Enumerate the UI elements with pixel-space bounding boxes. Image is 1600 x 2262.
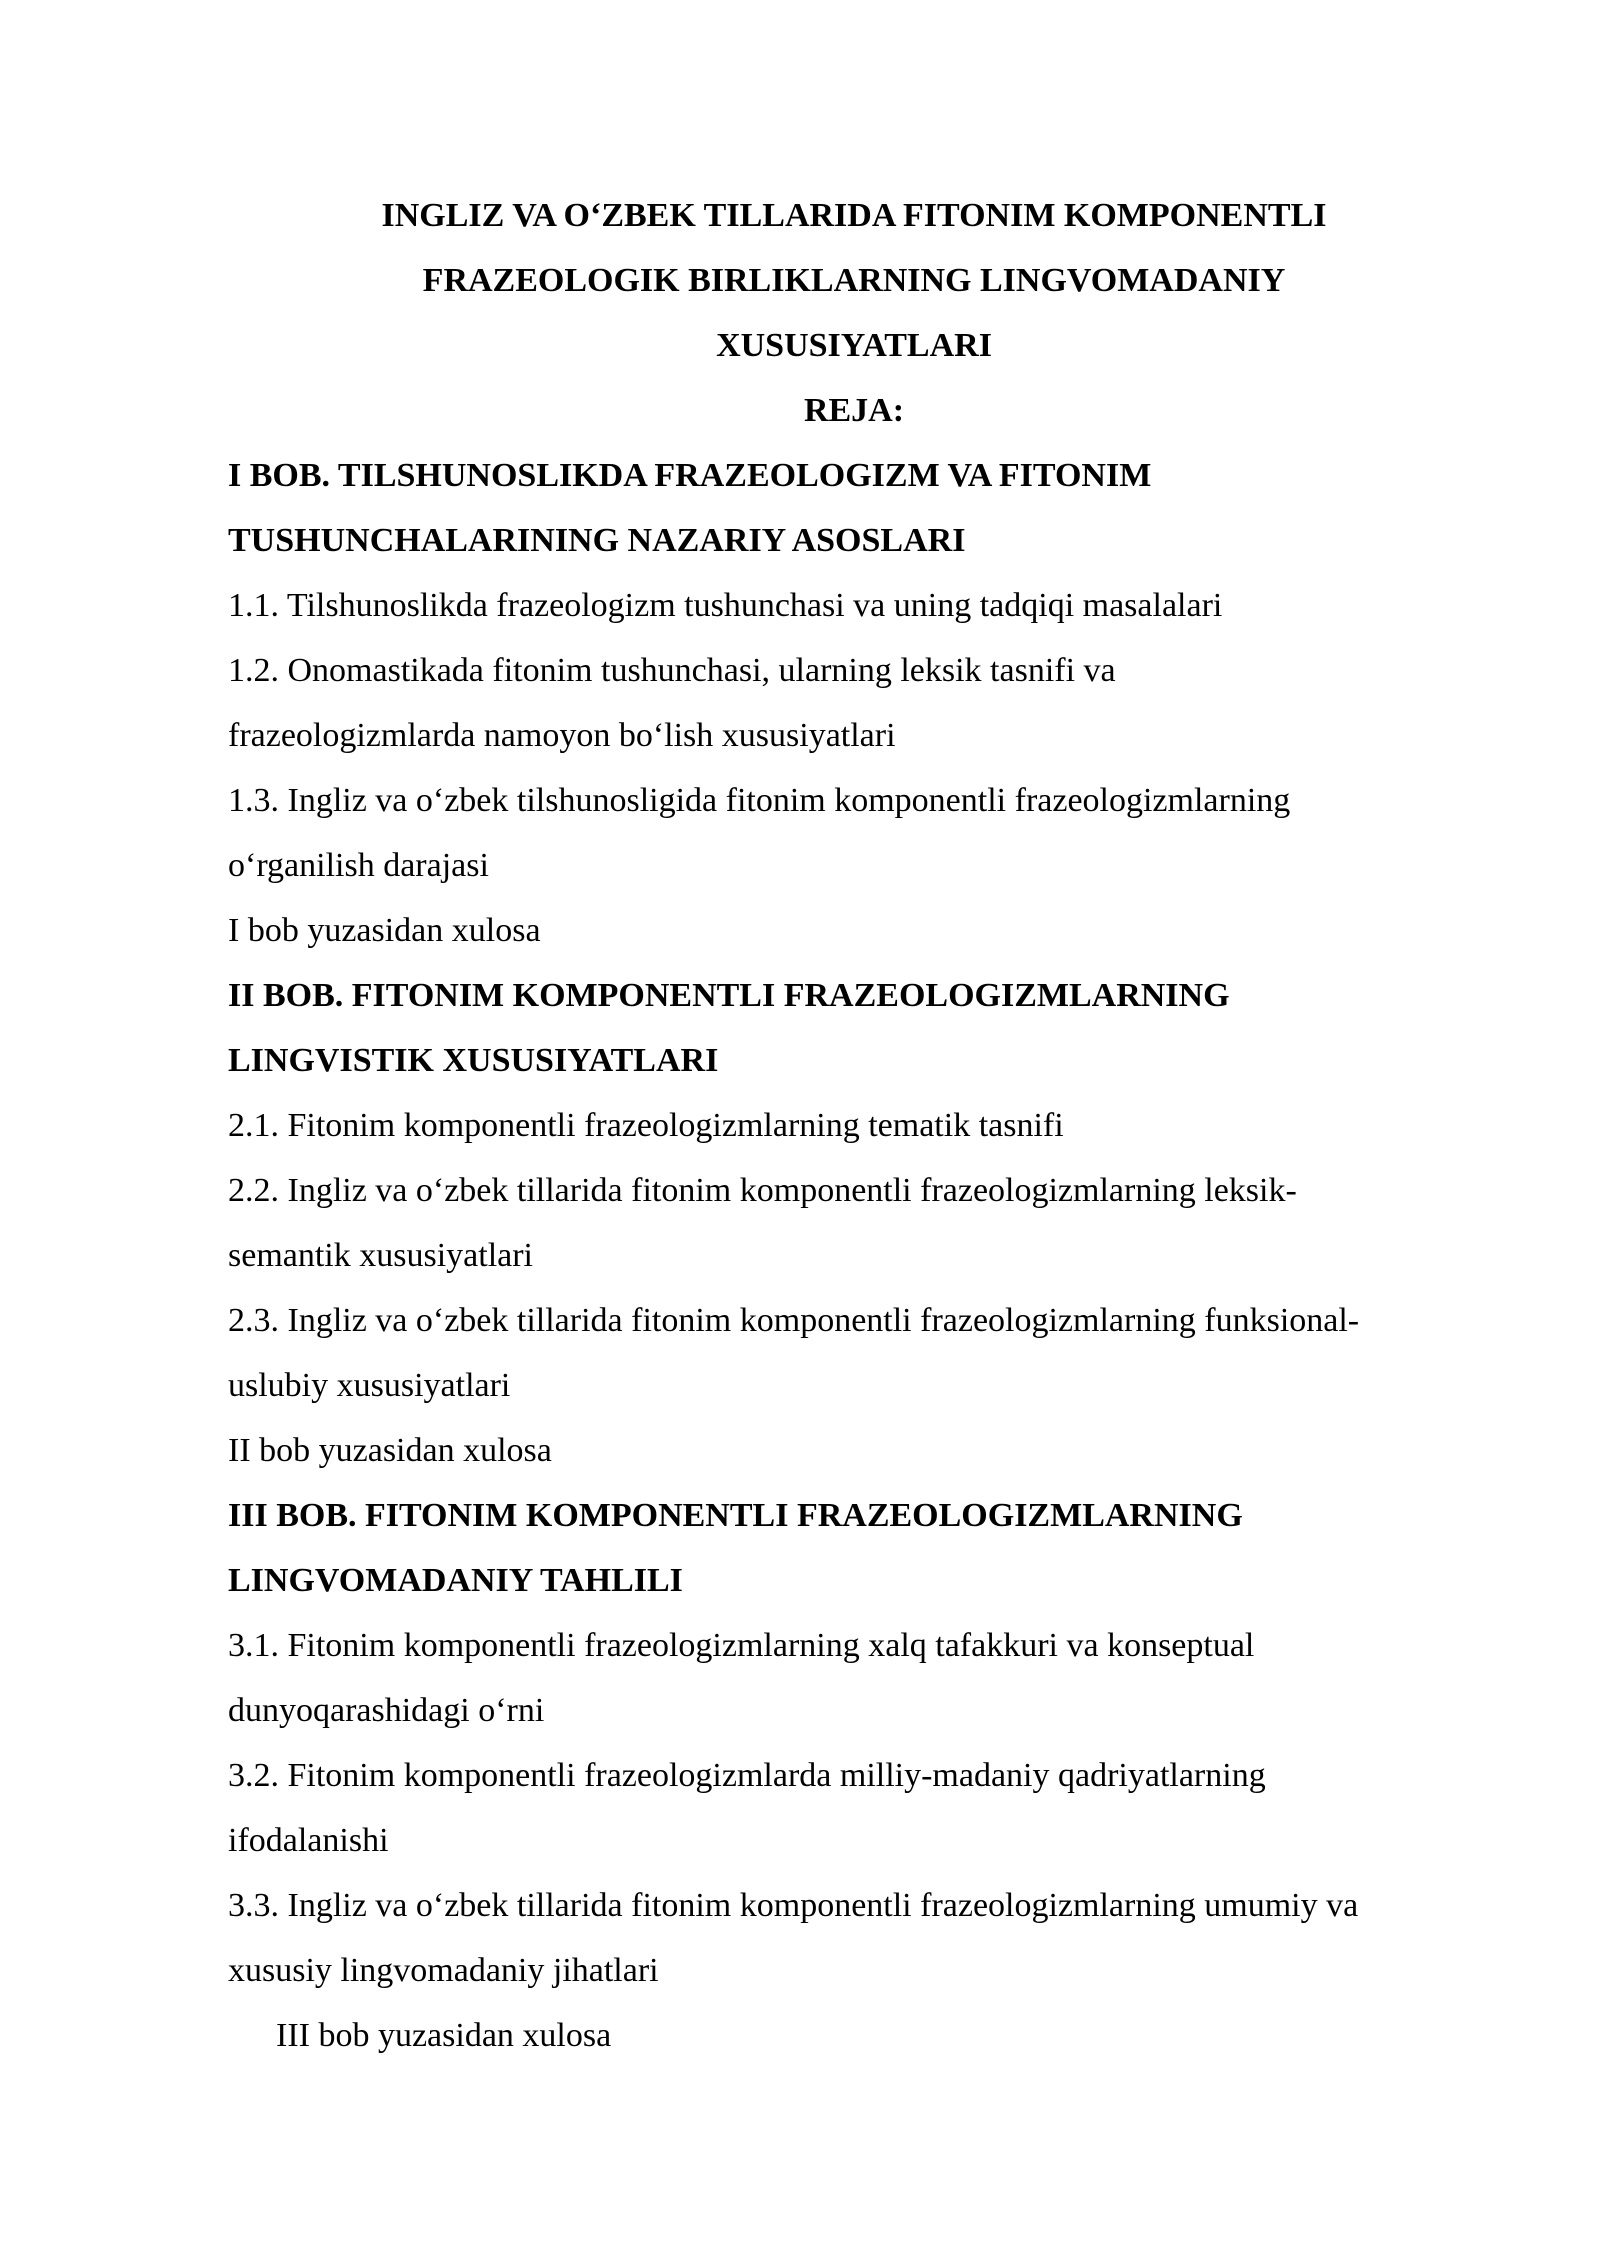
- title-line: INGLIZ VA O‘ZBEK TILLARIDA FITONIM KOMPONENTLI: [381, 197, 1327, 234]
- chapter-heading: LINGVOMADANIY TAHLILI: [228, 1562, 683, 1599]
- chapter-1: [228, 443, 1490, 963]
- chapter-summary: III bob yuzasidan xulosa: [276, 2017, 612, 2054]
- title-line: XUSUSIYATLARI: [716, 327, 992, 364]
- chapter-heading: TUSHUNCHALARINING NAZARIY ASOSLARI: [228, 522, 966, 559]
- section-item-continued: xususiy lingvomadaniy jihatlari: [228, 1952, 659, 1989]
- document-title: [228, 183, 1480, 443]
- section-item: 3.2. Fitonim komponentli frazeologizmlarda milliy-madaniy qadriyatlarning: [228, 1757, 1266, 1794]
- chapter-3: [228, 1483, 1490, 2068]
- section-item: 3.1. Fitonim komponentli frazeologizmlarning xalq tafakkuri va konseptual: [228, 1627, 1255, 1664]
- section-item-continued: dunyoqarashidagi o‘rni: [228, 1692, 545, 1729]
- document-body: [228, 183, 1490, 2068]
- chapter-heading: III BOB. FITONIM KOMPONENTLI FRAZEOLOGIZMLARNING: [228, 1497, 1243, 1534]
- section-item-continued: frazeologizmlarda namoyon bo‘lish xususiyatlari: [228, 717, 896, 754]
- chapter-summary: I bob yuzasidan xulosa: [228, 912, 541, 949]
- section-item: 1.1. Tilshunoslikda frazeologizm tushunchasi va uning tadqiqi masalalari: [228, 587, 1223, 624]
- title-line: FRAZEOLOGIK BIRLIKLARNING LINGVOMADANIY: [422, 262, 1286, 299]
- section-item: 2.3. Ingliz va o‘zbek tillarida fitonim komponentli frazeologizmlarning funksional-: [228, 1302, 1360, 1339]
- chapter-heading: LINGVISTIK XUSUSIYATLARI: [228, 1042, 719, 1079]
- section-item-continued: semantik xususiyatlari: [228, 1237, 534, 1274]
- section-item-continued: uslubiy xususiyatlari: [228, 1367, 511, 1404]
- chapter-heading: I BOB. TILSHUNOSLIKDA FRAZEOLOGIZM VA FITONIM: [228, 457, 1152, 494]
- plan-label: REJA:: [803, 392, 905, 429]
- chapter-summary: II bob yuzasidan xulosa: [228, 1432, 552, 1469]
- section-item: 2.1. Fitonim komponentli frazeologizmlarning tematik tasnifi: [228, 1107, 1064, 1144]
- chapter-heading: II BOB. FITONIM KOMPONENTLI FRAZEOLOGIZMLARNING: [228, 977, 1230, 1014]
- section-item: 1.3. Ingliz va o‘zbek tilshunosligida fitonim komponentli frazeologizmlarning: [228, 782, 1291, 819]
- section-item: 1.2. Onomastikada fitonim tushunchasi, ularning leksik tasnifi va: [228, 652, 1116, 689]
- section-item: 3.3. Ingliz va o‘zbek tillarida fitonim komponentli frazeologizmlarning umumiy va: [228, 1887, 1359, 1924]
- section-item-continued: o‘rganilish darajasi: [228, 847, 489, 884]
- chapter-2: [228, 963, 1490, 1483]
- section-item-continued: ifodalanishi: [228, 1822, 389, 1859]
- section-item: 2.2. Ingliz va o‘zbek tillarida fitonim komponentli frazeologizmlarning leksik-: [228, 1172, 1297, 1209]
